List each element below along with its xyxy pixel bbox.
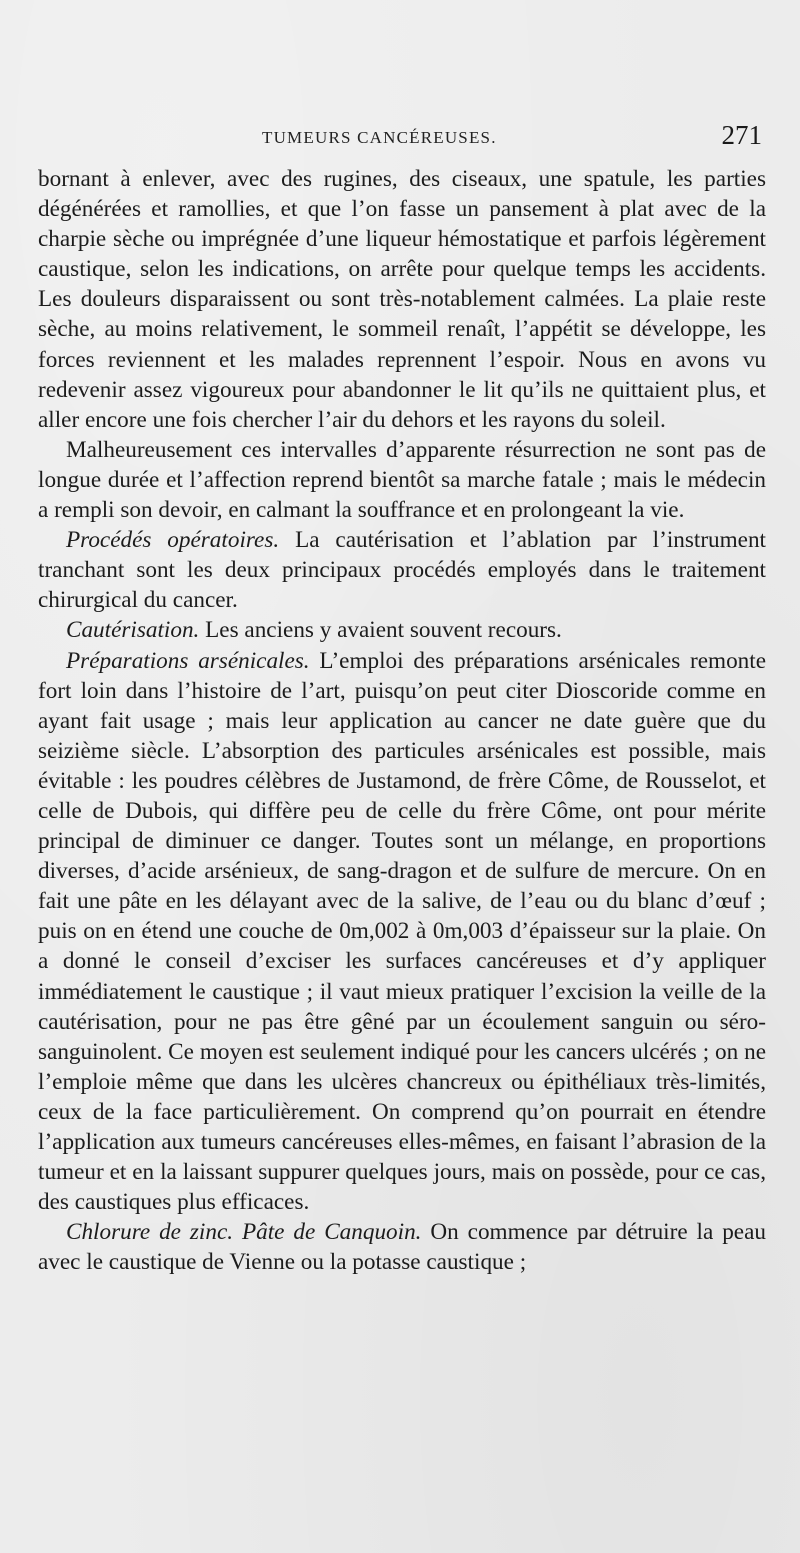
section-heading-preparations-arsenicales: Préparations arsénicales. [66, 647, 310, 674]
paragraph-text: L’emploi des préparations arsénicales remonte fort loin dans l’histoire de l’art, puisqu’on peut citer Dioscoride comme en ayant fait usage ; mais leur application au cancer ne date guère que du seizième siècle. L’absorption des particules arsénicales est possible, mais évitable : les poudres célèbres de Justamond, de frère Côme, de Rousselot, et celle de Dubois, qui diffère peu de celle du frère Côme, ont pour mérite principal de diminuer ce danger. Toutes sont un mélange, en proportions diverses, d’acide arsénieux, de sang-dragon et de sulfure de mercure. On en fait une pâte en les délayant avec de la salive, de l’eau ou du blanc d’œuf ; puis on en étend une couche de 0m,002 à 0m,003 d’épaisseur sur la plaie. On a donné le conseil d’exciser les surfaces cancéreuses et d’y appliquer immédiatement le caustique ; il vaut mieux pratiquer l’excision la veille de la cautérisation, pour ne pas être gêné par un écoulement sanguin ou séro-sanguinolent. Ce moyen est seulement indiqué pour les cancers ulcérés ; on ne l’emploie même que dans les ulcères chancreux ou épithéliaux très-limités, ceux de la face particulièrement. On comprend qu’on pourrait en étendre l’application aux tumeurs cancéreuses elles-mêmes, en faisant l’abrasion de la tumeur et en la laissant suppurer quelques jours, mais on possède, pour ce cas, des caustiques plus efficaces. [38, 647, 767, 1216]
paragraph-preparations-arsenicales [38, 646, 766, 1218]
section-heading-chlorure-de-zinc: Chlorure de zinc. Pâte de Canquoin. [66, 1219, 422, 1246]
paragraph-continuation: bornant à enlever, avec des rugines, des ciseaux, une spatule, les parties dégénérées et ramollies, et que l’on fasse un pansement à plat avec de la charpie sèche ou imprégnée d’une liqueur hémostatique et parfois légèrement caustique, selon les indications, on arrête pour quelque temps les accidents. Les douleurs disparaissent ou sont très-notablement calmées. La plaie reste sèche, au moins relativement, le sommeil renaît, l’appétit se développe, les forces reviennent et les malades reprennent l’espoir. Nous en avons vu redevenir assez vigoureux pour abandonner le lit qu’ils ne quittaient plus, et aller encore une fois chercher l’air du dehors et les rayons du soleil. [38, 166, 766, 433]
section-heading-cauterisation: Cautérisation. [66, 617, 200, 644]
page-header [40, 118, 766, 158]
paragraph-procedes-operatoires [38, 525, 766, 615]
paragraph-chlorure-de-zinc [38, 1217, 766, 1277]
paragraph-text: On commence par détruire la peau avec le caustique de Vienne ou la potasse caustique ; [38, 1219, 766, 1276]
section-heading-procedes-operatoires: Procédés opératoires. [66, 527, 280, 554]
body-text [38, 164, 766, 1277]
paragraph-text: Les anciens y avaient souvent recours. [199, 617, 562, 644]
page-number: 271 [721, 120, 762, 150]
running-title: TUMEURS CANCÉREUSES. [262, 128, 497, 147]
paragraph-text: La cautérisation et l’ablation par l’instrument tranchant sont les deux principaux procédés employés dans le traitement chirurgical du cancer. [38, 527, 767, 614]
paragraph-cauterisation [38, 615, 766, 645]
paragraph-malheureusement: Malheureusement ces intervalles d’apparente résurrection ne sont pas de longue durée et l’affection reprend bientôt sa marche fatale ; mais le médecin a rempli son devoir, en calmant la souffrance et en prolongeant la vie. [38, 436, 766, 524]
